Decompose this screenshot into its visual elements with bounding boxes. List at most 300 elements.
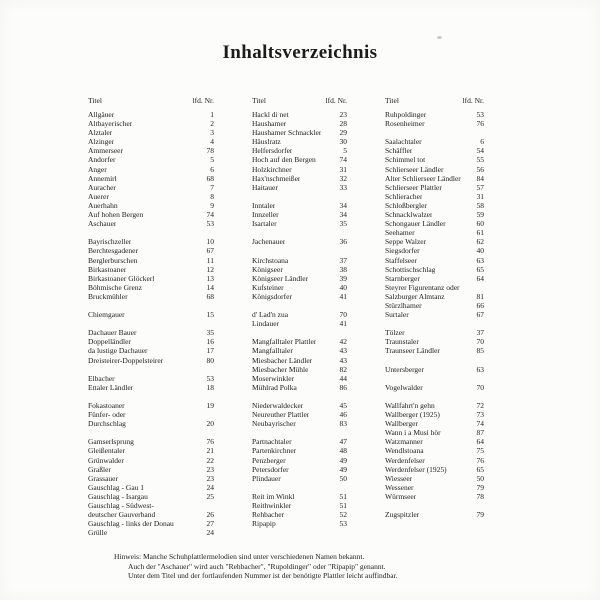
entry-number: 46 [339,410,347,420]
entry-title: Gleißentaler [88,446,126,456]
entry-number: 30 [339,137,347,147]
entry-number: 5 [343,146,347,156]
entry-number: 31 [339,164,347,174]
entry-title: Schlierseer Ländler [385,164,444,174]
entry-number: 44 [339,373,347,383]
toc-entry [252,219,347,228]
entry-number: 8 [210,191,214,201]
toc-entry [252,465,347,474]
entry-title: Schlieracher [385,191,423,201]
entry-number: 50 [339,473,347,483]
entry-number: 49 [339,455,347,465]
entry-title: d' Lad'n zua [252,310,289,320]
entry-title: Ammerseer [88,146,123,156]
entry-number: 76 [476,119,484,129]
toc-spacer [385,319,484,328]
entry-number: 33 [339,182,347,192]
entry-number: 29 [339,128,347,138]
entry-number: 28 [339,119,347,129]
entry-title: Grassauer [88,473,118,483]
footnote-line-3: Unter dem Titel und der fortlaufenden Nummer ist der benötigte Plattler leicht auffindbar. [128,571,398,581]
toc-entry [252,137,347,146]
toc-entry [385,228,484,237]
entry-title: Elbacher [88,373,115,383]
toc-entry [252,310,347,319]
toc-entry [385,492,484,501]
toc-entry [88,165,214,174]
entry-title: Alztaler [88,128,113,138]
entry-title: Haushamer [252,119,287,129]
entry-title: Siegsdorfer [385,246,420,256]
entry-title: Annemirl [88,173,117,183]
entry-number: 19 [206,401,214,410]
entry-title: Ripapip [252,519,276,529]
entry-title: Hackl di net [252,110,289,119]
entry-title: Fokastoaner [88,401,125,410]
entry-title: Auracher [88,182,116,192]
toc-entry [385,119,484,128]
entry-title: Graßler [88,464,111,474]
entry-title: Bruckmühler [88,291,128,301]
entry-number: 58 [476,200,484,210]
toc-spacer [252,483,347,492]
entry-title: Seppe Walzer [385,237,427,247]
entry-number: 73 [476,410,484,420]
toc-entry [385,428,484,437]
entry-title: Häuslratz [252,137,281,147]
entry-number: 60 [476,219,484,229]
toc-entry [385,310,484,319]
footnote-line-1: Hinweis: Manche Schuhplattlermelodien sind unter verschiedenen Namen bekannt. [114,552,365,562]
toc-entry [252,119,347,128]
column-header [385,96,484,105]
entry-title: Partnachtaler [252,437,292,447]
entry-title: Traunseer Ländler [385,346,440,356]
toc-spacer [88,365,214,374]
entry-number: 74 [206,210,214,220]
entry-title: Schnacklwalzer [385,210,433,220]
entry-number: 41 [339,291,347,301]
header-titel-label: Titel [385,96,399,105]
entry-title: Ettaler Ländler [88,382,134,392]
entry-number: 5 [210,155,214,165]
toc-entry [88,374,214,383]
toc-entry [88,246,214,255]
toc-entry [88,155,214,164]
entry-number: 50 [476,473,484,483]
toc-entry [252,319,347,328]
toc-entry [385,465,484,474]
entry-number: 37 [339,255,347,265]
entry-title: Stürzlhamer [385,300,422,310]
toc-entry [252,519,347,528]
entry-title: Allgäuer [88,110,115,119]
entry-title: Schongauer Ländler [385,219,446,229]
entry-number: 34 [339,210,347,220]
entry-number: 14 [206,282,214,292]
toc-entry [385,274,484,283]
toc-entry [252,183,347,192]
toc-entry [385,237,484,246]
entry-number: 85 [476,346,484,356]
toc-entry [88,146,214,155]
toc-spacer [252,228,347,237]
entry-title: Reithwinkler [252,501,292,511]
entry-number: 57 [476,182,484,192]
entry-number: 22 [206,455,214,465]
entry-title: Wallberger [385,419,418,429]
entry-number: 47 [339,437,347,447]
entry-number: 82 [339,364,347,374]
entry-number: 11 [206,255,214,265]
entry-number: 70 [476,337,484,347]
entry-number: 53 [339,519,347,529]
entry-title: Plindauer [252,473,281,483]
toc-entry [252,437,347,446]
entry-number: 53 [206,373,214,383]
entry-number: 61 [476,228,484,238]
entry-title: Haushamer Schnackler [252,128,322,138]
entry-title: Inntaler [252,200,276,210]
entry-number: 42 [339,337,347,347]
toc-entry [88,465,214,474]
entry-title: Lindauer [252,319,280,329]
toc-entry [385,165,484,174]
toc-entry [88,265,214,274]
entry-number: 76 [206,437,214,447]
entry-number: 78 [476,491,484,501]
toc-spacer [385,374,484,383]
toc-entry [252,165,347,174]
entry-title: Alzinger [88,137,115,147]
toc-entry [385,301,484,310]
entry-title: Helfersdorfer [252,146,293,156]
toc-entry [88,183,214,192]
entry-title: Schäffler [385,146,413,156]
entry-number: 53 [476,110,484,119]
entry-number: 13 [206,273,214,283]
toc-entry [252,155,347,164]
header-lfd-nr-label: lfd. Nr. [462,96,484,105]
toc-spacer [252,192,347,201]
toc-spacer [88,228,214,237]
entry-title: Niederwaldecker [252,401,304,410]
entry-number: 80 [206,355,214,365]
entry-number: 79 [476,510,484,520]
entry-number: 63 [476,364,484,374]
toc-entry [385,219,484,228]
entry-title: Dreisteirer-Doppelsteirer [88,355,164,365]
entry-number: 39 [339,273,347,283]
entry-number: 43 [339,346,347,356]
toc-entry [252,283,347,292]
entry-title: Königseer [252,264,283,274]
entry-title: Königseer Ländler [252,273,309,283]
entry-title: Auerhahn [88,200,118,210]
entry-number: 48 [339,446,347,456]
toc-entry [88,528,214,537]
entry-number: 86 [339,382,347,392]
toc-entry [252,356,347,365]
toc-entry [88,419,214,428]
toc-entry [252,383,347,392]
entry-title: Bayrischzeller [88,237,132,247]
entry-number: 40 [339,282,347,292]
toc-entry [88,483,214,492]
toc-spacer [88,301,214,310]
toc-entry [252,337,347,346]
entry-number: 79 [476,482,484,492]
toc-entry [385,246,484,255]
entry-number: 31 [476,191,484,201]
toc-entry [88,237,214,246]
entry-title: Böhmische Grenz [88,282,142,292]
toc-entry [252,201,347,210]
entry-number: 6 [480,137,484,147]
entry-title: Altbayerischer [88,119,133,129]
entry-title: Watzmanner [385,437,423,447]
entry-number: 24 [206,528,214,538]
entry-title: Anger [88,164,107,174]
toc-entry [385,410,484,419]
entry-title: Haitauer [252,182,278,192]
toc-rows-column-3 [385,110,484,519]
entry-number: 35 [206,328,214,338]
toc-entry [385,192,484,201]
entry-number: 56 [476,164,484,174]
toc-entry [252,256,347,265]
toc-entry [88,119,214,128]
toc-entry [385,110,484,119]
toc-entry [385,292,484,301]
toc-entry [88,174,214,183]
entry-number: 62 [476,237,484,247]
entry-number: 20 [206,419,214,429]
toc-entry [252,274,347,283]
toc-entry [252,292,347,301]
toc-entry [252,410,347,419]
toc-entry [88,346,214,355]
toc-entry [385,146,484,155]
entry-number: 51 [339,491,347,501]
toc-entry [88,501,214,510]
toc-entry [252,146,347,155]
toc-entry [252,492,347,501]
toc-entry [252,365,347,374]
entry-number: 4 [210,137,214,147]
entry-title: Miesbacher Ländler [252,355,313,365]
toc-entry [252,419,347,428]
entry-number: 16 [206,337,214,347]
entry-number: 23 [339,110,347,119]
entry-number: 59 [476,210,484,220]
entry-title: Innzeller [252,210,279,220]
toc-entry [252,401,347,410]
toc-entry [88,274,214,283]
toc-entry [88,519,214,528]
toc-entry [88,137,214,146]
entry-number: 65 [476,464,484,474]
entry-title: Mangfalltaler Plattler [252,337,317,347]
entry-title: Andorfer [88,155,116,165]
entry-number: 27 [206,519,214,529]
entry-number: 18 [206,382,214,392]
entry-number: 84 [476,173,484,183]
toc-spacer [252,392,347,401]
toc-entry [385,346,484,355]
toc-spacer [88,319,214,328]
entry-number: 35 [339,219,347,229]
toc-column-1 [88,96,214,537]
entry-title: Surtaler [385,310,409,320]
toc-entry [385,210,484,219]
toc-columns [0,96,600,537]
toc-entry [252,346,347,355]
entry-title: Salzburger Almtanz [385,291,445,301]
toc-spacer [385,392,484,401]
toc-entry [88,337,214,346]
toc-entry [88,128,214,137]
entry-number: 24 [206,482,214,492]
toc-entry [252,456,347,465]
entry-number: 23 [206,464,214,474]
toc-rows-column-2 [252,110,347,528]
entry-number: 45 [339,401,347,410]
entry-number: 67 [206,246,214,256]
entry-title: Seehamer [385,228,415,238]
toc-entry [385,474,484,483]
scan-artifact [437,36,442,39]
entry-number: 9 [210,200,214,210]
column-header [88,96,214,105]
toc-entry [88,446,214,455]
entry-title: Reit im Winkl [252,491,295,501]
toc-entry [88,456,214,465]
toc-entry [385,265,484,274]
entry-title: Auerer [88,191,109,201]
entry-number: 74 [339,155,347,165]
entry-title: Schlierseer Plattler [385,182,442,192]
page-title: Inhaltsverzeichnis [222,42,378,63]
toc-entry [385,483,484,492]
entry-number: 78 [206,146,214,156]
entry-title: Rehbacher [252,510,285,520]
entry-number: 67 [476,310,484,320]
toc-entry [88,437,214,446]
toc-entry [88,410,214,419]
toc-entry [385,383,484,392]
entry-title: Partenkirchner [252,446,297,456]
toc-rows-column-1 [88,110,214,537]
entry-title: Holzkirchner [252,164,292,174]
toc-spacer [252,428,347,437]
entry-title: Alter Schlierseer Ländler [385,173,461,183]
entry-title: Penzberger [252,455,286,465]
toc-entry [252,446,347,455]
entry-title: Untersberger [385,364,425,374]
entry-title: Saalachtaler [385,137,422,147]
entry-title: Hoch auf den Bergen [252,155,316,165]
toc-entry [385,137,484,146]
entry-number: 40 [476,246,484,256]
toc-entry [252,174,347,183]
entry-number: 12 [206,264,214,274]
entry-title: Gauschlag - Südwest- [88,501,154,511]
toc-entry [88,210,214,219]
toc-entry [385,401,484,410]
toc-column-2 [252,96,347,528]
entry-title: Miesbacher Mühle [252,364,309,374]
entry-number: 74 [476,419,484,429]
entry-title: Chiemgauer [88,310,125,320]
header-lfd-nr-label: lfd. Nr. [325,96,347,105]
header-titel-label: Titel [252,96,266,105]
entry-number: 1 [210,110,214,119]
entry-title: Gamserlsprung [88,437,134,447]
entry-title: Dachauer Bauer [88,328,137,338]
entry-title: Moserwinkler [252,373,295,383]
toc-column-3 [385,96,484,519]
entry-title: Traunstaler [385,337,419,347]
toc-entry [88,201,214,210]
toc-entry [385,456,484,465]
toc-entry [385,183,484,192]
toc-entry [385,328,484,337]
entry-title: Wallfahrt'n gehn [385,401,435,410]
entry-title: Tölzer [385,328,405,338]
entry-number: 36 [339,237,347,247]
toc-spacer [88,428,214,437]
entry-number: 53 [206,219,214,229]
footnote-line-2: Auch der "Aschauer" wird auch "Rehbacher", "Rupoldinger" oder "Ripapip" genannt. [128,561,386,571]
entry-title: Neubayrischer [252,419,296,429]
entry-title: Werdenfelser (1925) [385,464,447,474]
entry-title: Würmseer [385,491,417,501]
toc-entry [385,437,484,446]
entry-title: Grünwalder [88,455,124,465]
entry-number: 54 [476,146,484,156]
entry-number: 32 [339,173,347,183]
entry-number: 68 [206,291,214,301]
toc-entry [385,283,484,292]
header-lfd-nr-label: lfd. Nr. [192,96,214,105]
entry-number: 25 [206,491,214,501]
toc-entry [252,474,347,483]
toc-entry [88,492,214,501]
toc-entry [252,210,347,219]
toc-entry [88,356,214,365]
toc-entry [385,201,484,210]
toc-entry [88,474,214,483]
toc-entry [252,237,347,246]
toc-entry [88,510,214,519]
entry-title: Mühlrad Polka [252,382,297,392]
entry-title: Neureuther Plattler [252,410,310,420]
entry-title: Werdenfelser [385,455,425,465]
entry-number: 52 [339,510,347,520]
toc-entry [385,446,484,455]
entry-title: Rosenheimer [385,119,425,129]
entry-number: 41 [339,319,347,329]
entry-number: 37 [476,328,484,338]
entry-number: 63 [476,255,484,265]
entry-number: 43 [339,355,347,365]
entry-number: 15 [206,310,214,320]
entry-title: Doppelländler [88,337,131,347]
entry-title: Ruhpoldinger [385,110,427,119]
toc-spacer [385,128,484,137]
toc-entry [88,328,214,337]
